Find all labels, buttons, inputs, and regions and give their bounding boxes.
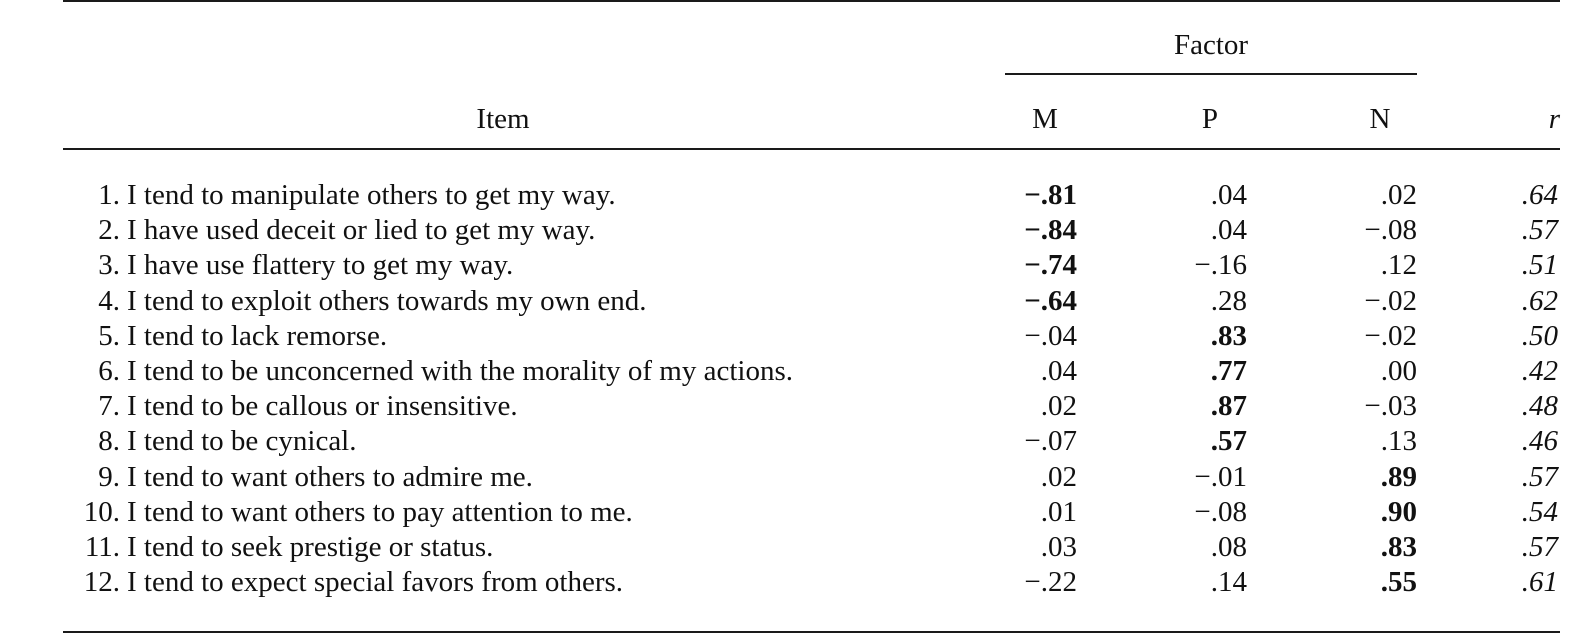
loading-m: .02 <box>1040 460 1077 493</box>
table-body <box>0 178 1572 600</box>
item-column-header: Item <box>476 103 530 135</box>
column-header-r: r <box>1548 103 1560 135</box>
item-number: 11. <box>84 530 120 563</box>
loading-n: .00 <box>1380 354 1417 387</box>
loading-p: .14 <box>1210 566 1247 599</box>
table-top-rule <box>63 0 1560 2</box>
loading-p: .28 <box>1210 284 1247 317</box>
item-number: 10. <box>83 495 120 528</box>
loading-n: .12 <box>1380 249 1417 282</box>
loading-n: .89 <box>1380 460 1417 493</box>
loading-p: .08 <box>1210 530 1247 563</box>
loading-n: −.08 <box>1364 214 1417 247</box>
item-text: I tend to exploit others towards my own end. <box>127 284 647 317</box>
table-row <box>0 530 1572 565</box>
item-number: 7. <box>98 390 120 423</box>
loading-m: −.04 <box>1024 319 1077 352</box>
loading-m: −.81 <box>1024 179 1077 211</box>
item-text: I tend to manipulate others to get my way. <box>127 179 616 211</box>
item-number: 1. <box>98 179 120 211</box>
loading-p: .77 <box>1210 354 1247 387</box>
correlation-r: .50 <box>1521 319 1558 352</box>
correlation-r: .51 <box>1521 249 1558 282</box>
item-number: 6. <box>98 354 120 387</box>
item-number: 5. <box>98 319 120 352</box>
loading-n: −.03 <box>1364 390 1417 423</box>
table-row <box>0 284 1572 319</box>
table-row <box>0 495 1572 530</box>
loading-p: .57 <box>1210 425 1247 458</box>
loading-m: .03 <box>1040 530 1077 563</box>
item-number: 8. <box>98 425 120 458</box>
column-header-n: N <box>1369 103 1391 135</box>
loading-m: −.74 <box>1024 249 1077 282</box>
table-row <box>0 178 1572 213</box>
table-row <box>0 319 1572 354</box>
table-row <box>0 460 1572 495</box>
loading-p: −.16 <box>1194 249 1247 282</box>
correlation-r: .62 <box>1521 284 1558 317</box>
correlation-r: .42 <box>1521 354 1558 387</box>
table-bottom-rule <box>63 631 1560 633</box>
loading-p: .04 <box>1210 179 1247 211</box>
factor-span-rule <box>1005 73 1417 75</box>
loading-n: −.02 <box>1364 319 1417 352</box>
loading-p: −.08 <box>1194 495 1247 528</box>
loading-p: .83 <box>1210 319 1247 352</box>
correlation-r: .54 <box>1521 495 1558 528</box>
loading-n: .13 <box>1380 425 1417 458</box>
item-text: I tend to be cynical. <box>127 425 357 458</box>
correlation-r: .57 <box>1521 530 1558 563</box>
loading-m: −.64 <box>1024 284 1077 317</box>
factor-header: Factor <box>1173 29 1249 61</box>
column-header-p: P <box>1201 103 1219 135</box>
loading-n: .90 <box>1380 495 1417 528</box>
item-number: 9. <box>98 460 120 493</box>
item-text: I tend to want others to admire me. <box>127 460 533 493</box>
correlation-r: .57 <box>1521 214 1558 247</box>
item-text: I tend to be unconcerned with the morality of my actions. <box>127 354 794 387</box>
loading-m: .04 <box>1040 354 1077 387</box>
loading-m: .01 <box>1040 495 1077 528</box>
loading-m: .02 <box>1040 390 1077 423</box>
item-text: I have used deceit or lied to get my way. <box>127 214 596 247</box>
loading-n: .83 <box>1380 530 1417 563</box>
table-row <box>0 389 1572 424</box>
item-number: 4. <box>98 284 120 317</box>
table-row <box>0 354 1572 389</box>
correlation-r: .57 <box>1521 460 1558 493</box>
correlation-r: .46 <box>1521 425 1558 458</box>
item-number: 2. <box>98 214 120 247</box>
item-text: I tend to want others to pay attention to me. <box>127 495 633 528</box>
item-text: I have use flattery to get my way. <box>127 249 514 282</box>
loading-n: .02 <box>1380 179 1417 211</box>
loading-m: −.84 <box>1024 214 1077 247</box>
item-number: 3. <box>98 249 120 282</box>
loading-m: −.22 <box>1024 566 1077 599</box>
header-bottom-rule <box>63 148 1560 150</box>
loading-m: −.07 <box>1024 425 1077 458</box>
table-row <box>0 248 1572 283</box>
correlation-r: .48 <box>1521 390 1558 423</box>
table-row <box>0 424 1572 459</box>
item-text: I tend to expect special favors from others. <box>127 566 624 599</box>
item-text: I tend to be callous or insensitive. <box>127 390 518 423</box>
correlation-r: .61 <box>1521 566 1558 599</box>
loading-p: −.01 <box>1194 460 1247 493</box>
item-text: I tend to lack remorse. <box>127 319 388 352</box>
loading-n: .55 <box>1380 566 1417 599</box>
table-row <box>0 565 1572 600</box>
item-number: 12. <box>83 566 120 599</box>
table-row <box>0 213 1572 248</box>
correlation-r: .64 <box>1521 179 1558 211</box>
column-header-m: M <box>1032 103 1058 135</box>
loading-n: −.02 <box>1364 284 1417 317</box>
loading-p: .04 <box>1210 214 1247 247</box>
loading-p: .87 <box>1210 390 1247 423</box>
item-text: I tend to seek prestige or status. <box>127 530 494 563</box>
